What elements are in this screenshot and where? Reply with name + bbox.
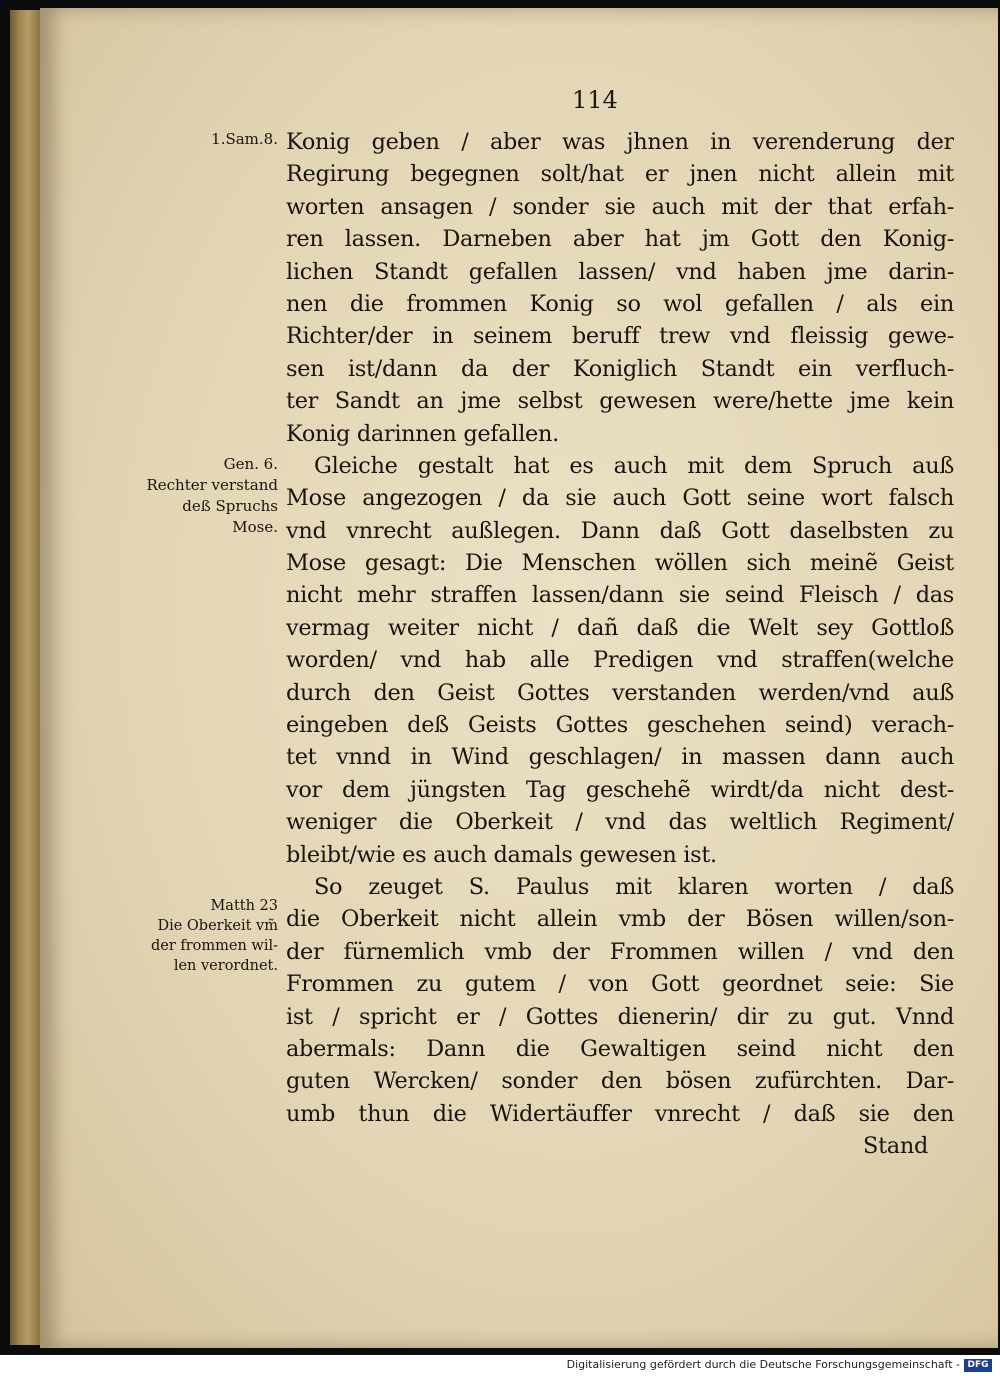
margin-note-samuel [150,128,278,150]
margin-note-line: len verordnet. [173,958,278,974]
catchword: Stand [863,1133,928,1160]
text-line: Mose gesagt: Die Menschen wöllen sich meinẽ Geist [286,550,954,577]
text-line: ter Sandt an jme selbst gewesen were/hette jme kein [286,388,954,415]
text-line: Konig darinnen gefallen. [286,420,559,447]
text-line: der fürnemlich vmb der Frommen willen / vnd den [286,938,954,965]
text-line: Regirung begegnen solt/hat er jnen nicht allein mit [286,161,954,188]
text-line: eingeben deß Geists Gottes geschehen seind) verach- [286,712,954,739]
text-line: So zeuget S. Paulus mit klaren worten / daß [314,873,954,900]
text-line: sen ist/dann da der Koniglich Standt ein verfluch- [286,355,954,382]
text-line: Richter/der in seinem beruff trew vnd fleissig gewe- [286,323,954,350]
margin-note-line: Mose. [232,518,278,536]
book-fore-edge [10,10,40,1345]
digitization-footer [0,1355,1000,1376]
margin-note-line: der frommen wil- [150,938,278,954]
text-line: Mose angezogen / da sie auch Gott seine wort falsch [286,485,954,512]
text-line: nicht mehr straffen lassen/dann sie seind Fleisch / das [286,582,954,609]
dfg-logo: DFG [964,1359,992,1372]
page-number: 114 [572,86,618,114]
text-line: Gleiche gestalt hat es auch mit dem Spruch auß [314,452,954,479]
text-line: vor dem jüngsten Tag geschehẽ wirdt/da nicht dest- [286,776,954,803]
text-line: nen die frommen Konig so wol gefallen / als ein [286,290,954,317]
margin-note-line: 1.Sam.8. [211,130,278,148]
text-line: abermals: Dann die Gewaltigen seind nicht den [286,1035,954,1062]
text-line: die Oberkeit nicht allein vmb der Bösen willen/son- [286,906,954,933]
text-line: lichen Standt gefallen lassen/ vnd haben jme darin- [286,258,954,285]
text-line: ren lassen. Darneben aber hat jm Gott den Konig- [286,226,954,253]
text-line: ist / spricht er / Gottes dienerin/ dir zu gut. Vnnd [286,1003,954,1030]
main-text-block [286,126,954,1163]
margin-note-genesis [112,454,278,538]
text-line: vermag weiter nicht / dañ daß die Welt sey Gottloß [286,614,954,641]
margin-note-line: Gen. 6. [223,455,278,473]
margin-note-line: Matth 23 [210,898,278,914]
text-line: weniger die Oberkeit / vnd das weltlich Regiment/ [286,809,954,836]
margin-note-line: Die Oberkeit vm̃ [157,918,278,934]
footer-credit: Digitalisierung gefördert durch die Deutsche Forschungsgemeinschaft - [566,1358,960,1371]
margin-note-matthew [108,896,278,976]
text-line: umb thun die Widertäuffer vnrecht / daß sie den [286,1100,954,1127]
text-line: Frommen zu gutem / von Gott geordnet seie: Sie [286,971,954,998]
text-line: worten ansagen / sonder sie auch mit der that erfah- [286,193,954,220]
text-line: guten Wercken/ sonder den bösen zufürchten. Dar- [286,1068,954,1095]
text-line: worden/ vnd hab alle Predigen vnd straffen(welche [286,647,954,674]
text-line: tet vnnd in Wind geschlagen/ in massen dann auch [286,744,954,771]
margin-note-line: Rechter verstand [146,476,278,494]
text-line: bleibt/wie es auch damals gewesen ist. [286,841,717,868]
text-line: Konig geben / aber was jhnen in verenderung der [286,129,954,155]
text-line: durch den Geist Gottes verstanden werden/vnd auß [286,679,954,706]
margin-note-line: deß Spruchs [182,497,278,515]
text-line: vnd vnrecht außlegen. Dann daß Gott daselbsten zu [286,517,954,544]
